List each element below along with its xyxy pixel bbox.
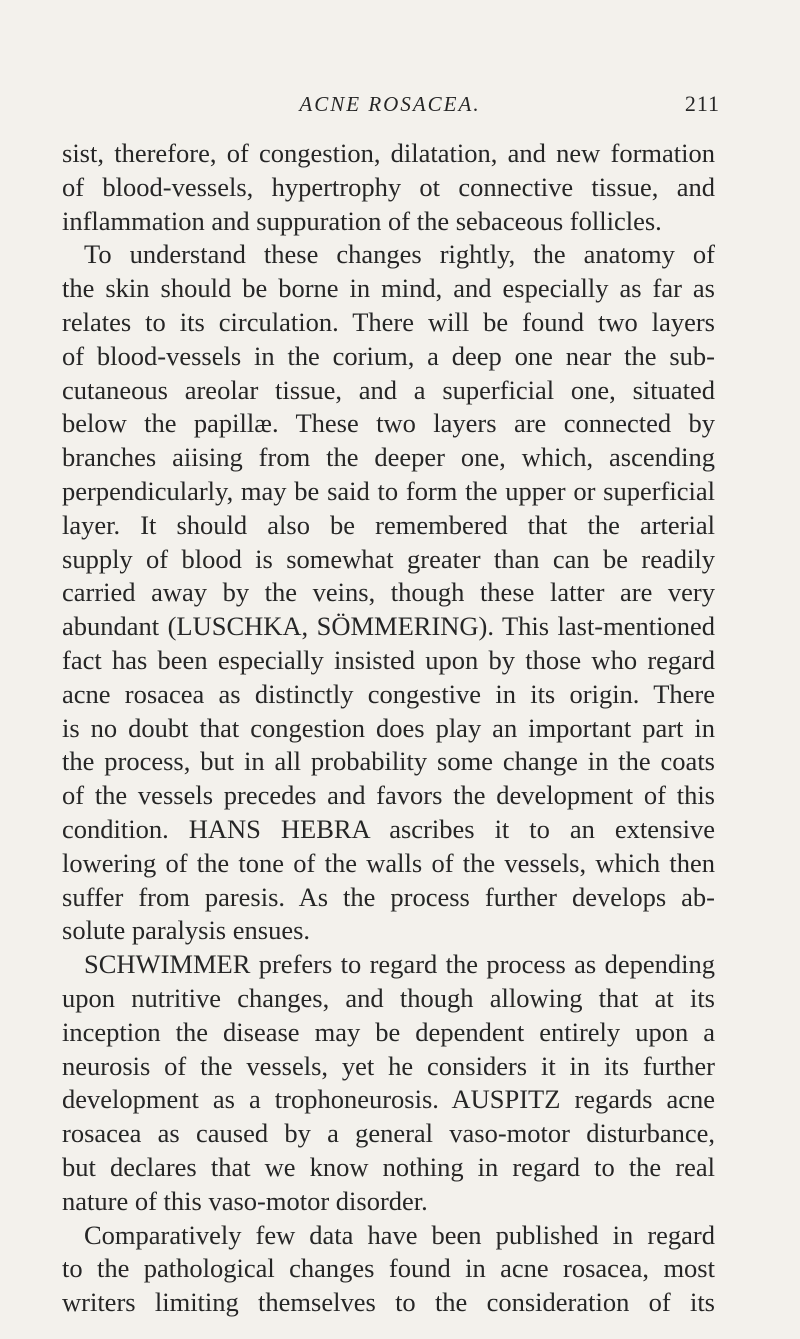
text-line: neurosis of the vessels, yet he considers it in its further (62, 1050, 715, 1081)
text-line: supply of blood is somewhat greater than can be readily (62, 543, 715, 574)
text-line: to the pathological changes found in acne rosacea, most (62, 1253, 715, 1284)
text-line: upon nutritive changes, and though allowing that at its (62, 982, 715, 1013)
text-line: To understand these changes rightly, the anatomy of (84, 239, 715, 270)
text-line: fact has been especially insisted upon by those who regard (62, 644, 715, 675)
text-line: but declares that we know nothing in regard to the real (62, 1151, 715, 1182)
text-line: nature of this vaso-motor disorder. (62, 1185, 428, 1216)
running-head (60, 88, 720, 122)
text-line: carried away by the veins, though these latter are very (62, 577, 715, 608)
text-line: of the vessels precedes and favors the development of this (62, 780, 715, 811)
text-line: condition. HANS HEBRA ascribes it to an extensive (62, 813, 715, 844)
text-line: SCHWIMMER prefers to regard the process as depending (84, 949, 715, 980)
text-line: abundant (LUSCHKA, SÖMMERING). This last-mentioned (62, 611, 715, 642)
text-line: the skin should be borne in mind, and especially as far as (62, 273, 715, 304)
text-line: Comparatively few data have been published in regard (84, 1219, 715, 1250)
text-line: is no doubt that congestion does play an important part in (62, 712, 715, 743)
text-line: inception the disease may be dependent entirely upon a (62, 1016, 715, 1047)
text-line: suffer from paresis. As the process further develops ab- (62, 881, 715, 912)
text-line: writers limiting themselves to the consideration of its (62, 1287, 715, 1318)
text-line: below the papillæ. These two layers are connected by (62, 408, 715, 439)
text-line: lowering of the tone of the walls of the vessels, which then (62, 847, 715, 878)
text-line: branches aiising from the deeper one, which, ascending (62, 442, 715, 473)
text-line: of blood-vessels in the corium, a deep one near the sub- (62, 340, 715, 371)
text-line: sist, therefore, of congestion, dilatation, and new formation (62, 138, 715, 168)
text-line: inflammation and suppuration of the sebaceous follicles. (62, 205, 662, 236)
page-number: 211 (684, 91, 720, 116)
text-line: development as a trophoneurosis. AUSPITZ regards acne (62, 1084, 715, 1115)
running-title: ACNE ROSACEA. (299, 92, 481, 116)
text-line: of blood-vessels, hypertrophy ot connective tissue, and (62, 171, 715, 202)
text-line: the process, but in all probability some change in the coats (62, 746, 715, 777)
text-line: solute paralysis ensues. (62, 915, 311, 946)
text-line: acne rosacea as distinctly congestive in its origin. There (62, 678, 715, 709)
text-line: layer. It should also be remembered that the arterial (62, 509, 715, 540)
text-line: cutaneous areolar tissue, and a superficial one, situated (62, 374, 715, 405)
text-line: rosacea as caused by a general vaso-motor disturbance, (62, 1118, 715, 1149)
text-line: relates to its circulation. There will be found two layers (62, 306, 715, 337)
body-text (62, 137, 715, 1320)
text-line: perpendicularly, may be said to form the upper or superficial (62, 475, 715, 506)
